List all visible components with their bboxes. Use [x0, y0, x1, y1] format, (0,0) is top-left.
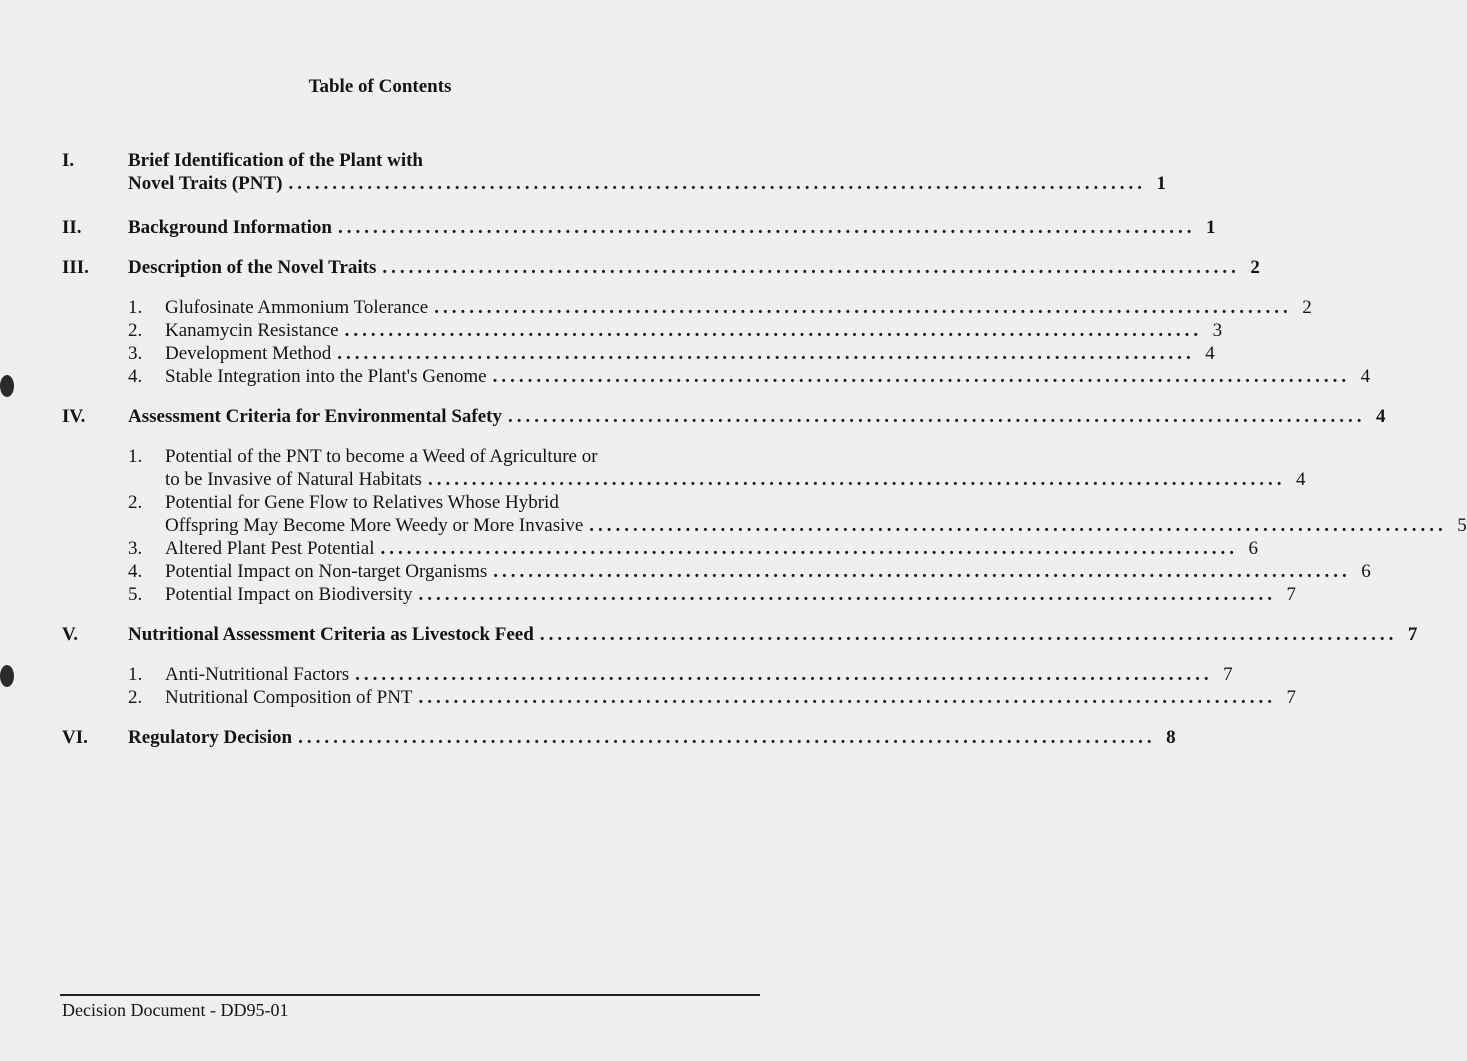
toc-entry-3-1[interactable] [165, 297, 1312, 319]
item-number: 2. [128, 492, 143, 513]
page-number: 4 [1205, 343, 1215, 364]
section-numeral: V. [62, 624, 79, 645]
toc-entry-4-2[interactable] [165, 515, 1467, 537]
leader-dots: .................................................................................................. [355, 664, 1213, 685]
item-number: 1. [128, 297, 143, 318]
page-number: 1 [1205, 217, 1216, 238]
footer-rule [60, 994, 760, 996]
toc-entry-4-4[interactable] [165, 561, 1371, 583]
leader-dots: .................................................................................................. [337, 343, 1195, 364]
leader-dots: .................................................................................................. [298, 727, 1156, 748]
item-title: Stable Integration into the Plant's Genome [165, 366, 487, 387]
toc-entry-section-1[interactable] [128, 173, 1166, 195]
section-title: Nutritional Assessment Criteria as Livestock Feed [128, 624, 534, 645]
item-title: Nutritional Composition of PNT [165, 687, 413, 708]
leader-dots: .................................................................................................. [380, 538, 1239, 559]
section-numeral: VI. [62, 727, 88, 748]
item-title-line2: Offspring May Become More Weedy or More Invasive [165, 515, 584, 536]
section-title: Regulatory Decision [128, 727, 293, 748]
item-number: 4. [128, 561, 143, 582]
item-title: Glufosinate Ammonium Tolerance [165, 297, 429, 318]
item-title: Potential Impact on Biodiversity [165, 584, 413, 605]
item-title: Altered Plant Pest Potential [165, 538, 375, 559]
section-title: Assessment Criteria for Environmental Safety [128, 406, 502, 427]
page-title: Table of Contents [308, 76, 452, 97]
leader-dots: .................................................................................................. [418, 687, 1277, 708]
punch-hole-bottom [0, 665, 14, 687]
section-numeral: I. [62, 150, 75, 171]
page-number: 3 [1212, 320, 1223, 341]
item-title-line1: Potential for Gene Flow to Relatives Whose Hybrid [165, 492, 559, 513]
leader-dots: .................................................................................................. [434, 297, 1292, 318]
item-number: 5. [128, 584, 143, 605]
page-number: 6 [1361, 561, 1371, 582]
page-number: 4 [1360, 366, 1371, 387]
toc-entry-3-3[interactable] [165, 343, 1215, 365]
section-title: Description of the Novel Traits [128, 257, 377, 278]
page-number: 6 [1248, 538, 1259, 559]
toc-entry-4-5[interactable] [165, 584, 1296, 606]
item-title: Potential Impact on Non-target Organisms [165, 561, 488, 582]
item-title: Kanamycin Resistance [165, 320, 339, 341]
item-title-line2: to be Invasive of Natural Habitats [165, 469, 422, 490]
page-number: 7 [1407, 624, 1418, 645]
leader-dots: .................................................................................................. [539, 624, 1398, 645]
leader-dots: .................................................................................................. [337, 217, 1196, 238]
leader-dots: .................................................................................................. [288, 173, 1146, 194]
toc-entry-3-4[interactable] [165, 366, 1371, 388]
item-number: 3. [128, 538, 143, 559]
toc-entry-3-2[interactable] [165, 320, 1223, 342]
page-number: 7 [1223, 664, 1233, 685]
leader-dots: .................................................................................................. [427, 469, 1286, 490]
item-number: 1. [128, 664, 143, 685]
page-number: 4 [1375, 406, 1386, 427]
page-number: 1 [1156, 173, 1166, 194]
item-title: Anti-Nutritional Factors [165, 664, 350, 685]
section-numeral: III. [62, 257, 89, 278]
toc-entry-section-6[interactable] [128, 727, 1176, 749]
leader-dots: .................................................................................................. [492, 366, 1351, 387]
item-number: 2. [128, 320, 143, 341]
toc-entry-4-1[interactable] [165, 469, 1306, 491]
page-number: 7 [1286, 584, 1296, 605]
item-title-line1: Potential of the PNT to become a Weed of Agriculture or [165, 446, 598, 467]
item-number: 4. [128, 366, 143, 387]
section-title-line1: Brief Identification of the Plant with [128, 150, 424, 171]
toc-entry-5-1[interactable] [165, 664, 1233, 686]
leader-dots: .................................................................................................. [344, 320, 1203, 341]
page-number: 2 [1250, 257, 1260, 278]
toc-entry-section-4[interactable] [128, 406, 1386, 428]
page-number: 2 [1302, 297, 1312, 318]
toc-entry-section-3[interactable] [128, 257, 1260, 279]
section-numeral: II. [62, 217, 82, 238]
leader-dots: .................................................................................................. [589, 515, 1447, 536]
toc-entry-section-5[interactable] [128, 624, 1418, 646]
page-number: 5 [1457, 515, 1467, 536]
leader-dots: .................................................................................................. [382, 257, 1240, 278]
section-title: Background Information [128, 217, 332, 238]
page-number: 8 [1166, 727, 1176, 748]
leader-dots: .................................................................................................. [493, 561, 1351, 582]
page-number: 7 [1286, 687, 1297, 708]
item-number: 1. [128, 446, 143, 467]
leader-dots: .................................................................................................. [418, 584, 1276, 605]
page-number: 4 [1295, 469, 1306, 490]
toc-entry-section-2[interactable] [128, 217, 1216, 239]
leader-dots: .................................................................................................. [507, 406, 1366, 427]
toc-entry-5-2[interactable] [165, 687, 1297, 709]
punch-hole-top [0, 375, 14, 397]
section-numeral: IV. [62, 406, 86, 427]
item-number: 2. [128, 687, 143, 708]
item-number: 3. [128, 343, 143, 364]
toc-entry-4-3[interactable] [165, 538, 1259, 560]
footer-text: Decision Document - DD95-01 [62, 1000, 289, 1020]
section-title-line2: Novel Traits (PNT) [128, 173, 283, 194]
item-title: Development Method [165, 343, 332, 364]
